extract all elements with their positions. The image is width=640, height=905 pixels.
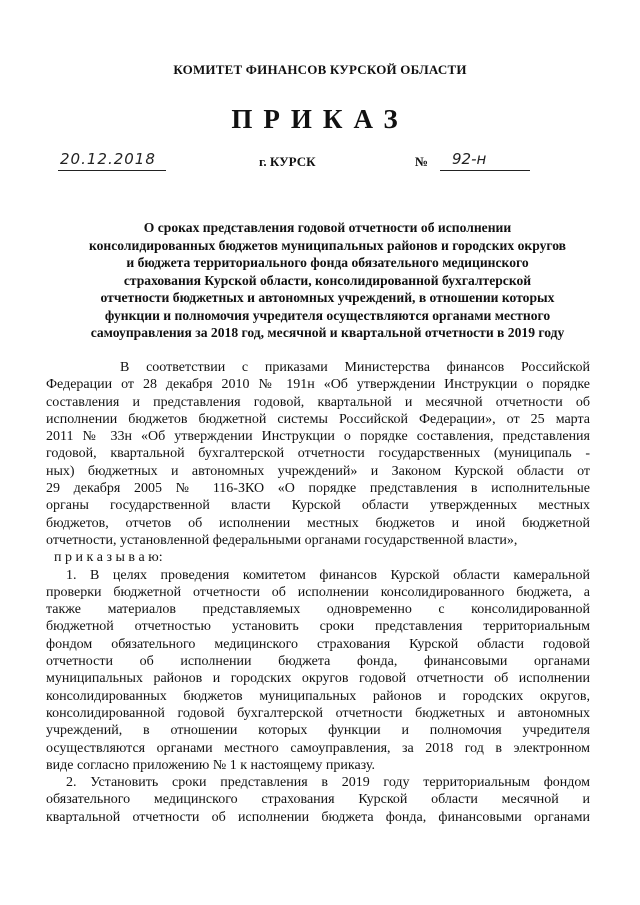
paragraph-2-start: 2. Установить сроки представления в 2019 году территориальным фондом xyxy=(66,775,590,791)
title-line: функции и полномочия учредителя осуществляются органами местного xyxy=(104,307,551,323)
order-body xyxy=(46,359,590,826)
body-line: исполнении бюджетов бюджетной системы Российской Федерации», от 25 марта xyxy=(46,411,590,427)
body-line: В соответствии с приказами Министерства финансов Российской xyxy=(120,360,590,375)
paragraph-1-start: 1. В целях проведения комитетом финансов Курской области камеральной xyxy=(66,567,590,583)
body-line: отчетности об исполнении бюджета фонда, финансовыми органами xyxy=(46,654,590,670)
body-line: 2011 № 33н «Об утверждении Инструкции о порядке составления, представления xyxy=(46,429,590,445)
body-line: Федерации от 28 декабря 2010 № 191н «Об утверждении Инструкции о порядке xyxy=(46,377,590,393)
title-line: и бюджета территориального фонда обязательного медицинского xyxy=(126,255,529,270)
date-underline xyxy=(58,170,166,171)
body-line: консолидированной годовой бухгалтерской отчетности бюджетных и автономных xyxy=(46,705,590,721)
title-line: О сроках представления годовой отчетности об исполнении xyxy=(143,220,512,235)
number-underline xyxy=(440,170,530,171)
order-title xyxy=(60,219,595,342)
body-line: бюджетной отчетностью установить сроки представления территориальным xyxy=(46,619,590,635)
body-line: отчетности, установленной федеральными органами государственной власти», xyxy=(46,532,518,548)
body-line: составления и представления годовой, квартальной и месячной отчетности об xyxy=(46,394,590,410)
document-type: ПРИКАЗ xyxy=(231,104,409,134)
body-line: проверки бюджетной отчетности об исполнении консолидированного бюджета, а xyxy=(46,584,590,600)
body-line: квартальной отчетности об исполнении бюджета фонда, финансовыми органами xyxy=(46,809,590,825)
body-line: органы государственной власти Курской области утвержденных местных xyxy=(46,498,590,514)
body-line: также материалов представляемых одновременно с консолидированной xyxy=(46,602,590,618)
number-sign: № xyxy=(415,154,429,169)
body-line: фондом обязательного медицинского страхования Курской области годовой xyxy=(46,636,590,652)
body-line: осуществляются органами местного самоуправления, за 2018 год в электронном xyxy=(46,740,590,756)
committee-name: КОМИТЕТ ФИНАНСОВ КУРСКОЙ ОБЛАСТИ xyxy=(173,62,467,77)
title-line: самоуправления за 2018 год, месячной и квартальной отчетности в 2019 году xyxy=(90,325,565,340)
title-line: страхования Курской области, консолидированной бухгалтерской xyxy=(123,272,532,288)
body-line: обязательного медицинского страхования Курской области месячной и xyxy=(46,792,590,808)
title-line: отчетности бюджетных и автономных учреждений, в отношении которых xyxy=(100,290,555,305)
order-date: 20.12.2018 xyxy=(60,150,156,168)
order-verb: п р и к а з ы в а ю: xyxy=(54,550,163,566)
body-line: 29 декабря 2005 № 116-ЗКО «О порядке представления в исполнительные xyxy=(46,481,590,497)
order-number: 92-н xyxy=(452,150,487,168)
body-line: учреждений, в отношении которых функции и полномочия учредителя xyxy=(46,723,590,739)
city: г. КУРСК xyxy=(259,154,316,169)
body-line: виде согласно приложению № 1 к настоящему приказу. xyxy=(46,757,376,773)
title-line: консолидированных бюджетов муниципальных районов и городских округов xyxy=(88,237,567,253)
body-line: ных) бюджетных и автономных учреждений» и Законом Курской области от xyxy=(46,463,590,479)
body-line: муниципальных районов и городских округов годовой отчетности об исполнении xyxy=(46,671,590,687)
body-line: консолидированных бюджетов муниципальных районов и городских округов, xyxy=(46,688,590,704)
body-line: бюджетов, отчетов об исполнении местных бюджетов и иной бюджетной xyxy=(46,515,590,531)
body-line: годовой, квартальной бухгалтерской отчетности государственных (муниципаль - xyxy=(46,446,590,462)
